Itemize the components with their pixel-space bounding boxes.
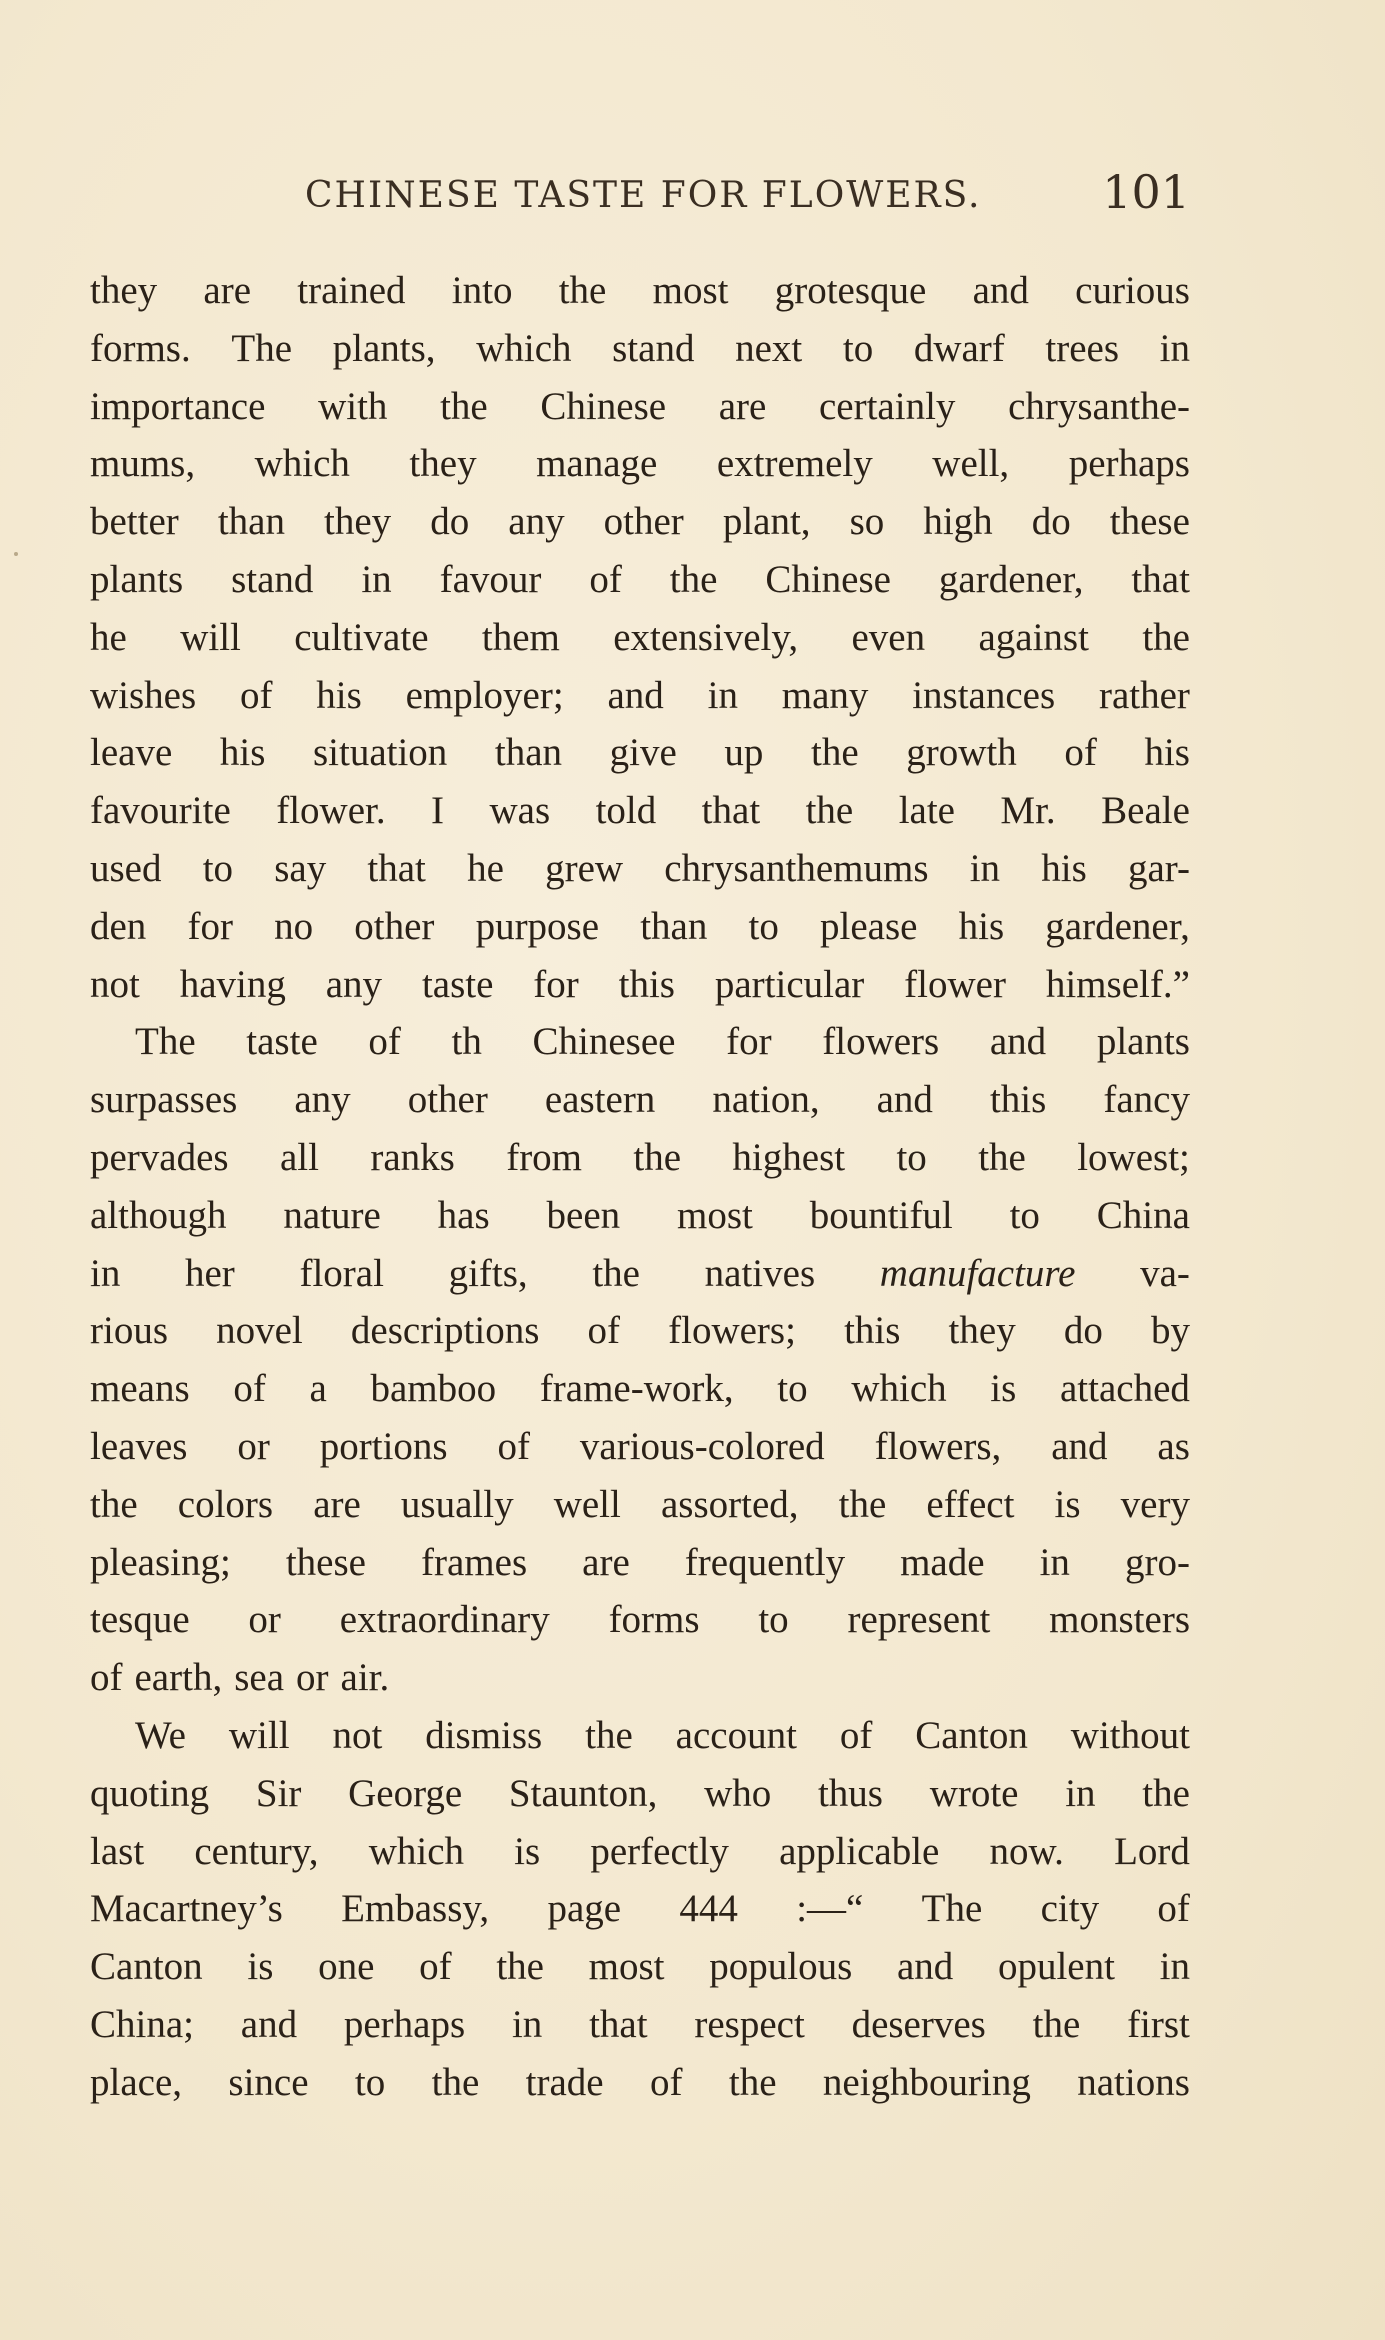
text-line: The taste of th Chinesee for flowers and plants bbox=[135, 1020, 1190, 1064]
text-line: den for no other purpose than to please his gardener, bbox=[90, 904, 1190, 948]
text-line: used to say that he grew chrysanthemums in his gar- bbox=[90, 846, 1190, 890]
text-line: better than they do any other plant, so high do these bbox=[90, 500, 1190, 544]
text-line: place, since to the trade of the neighbouring nations bbox=[90, 2060, 1190, 2104]
text-line: pervades all ranks from the highest to the lowest; bbox=[90, 1135, 1190, 1179]
text-line: not having any taste for this particular flower himself.” bbox=[90, 962, 1190, 1006]
body-text bbox=[90, 262, 1190, 2112]
text-line: of earth, sea or air. bbox=[90, 1656, 390, 1700]
text-line: rious novel descriptions of flowers; this they do by bbox=[90, 1309, 1190, 1353]
text-line: leaves or portions of various-colored flowers, and as bbox=[90, 1424, 1190, 1468]
text-line: Canton is one of the most populous and opulent in bbox=[90, 1945, 1190, 1989]
text-line: plants stand in favour of the Chinese gardener, that bbox=[90, 557, 1190, 601]
text-line: means of a bamboo frame-work, to which is attached bbox=[90, 1367, 1190, 1411]
text-line: forms. The plants, which stand next to dwarf trees in bbox=[90, 326, 1190, 370]
paper-speck bbox=[14, 552, 18, 556]
text-line: leave his situation than give up the growth of his bbox=[90, 731, 1190, 775]
text-line: pleasing; these frames are frequently made in gro- bbox=[90, 1540, 1190, 1584]
text-line: quoting Sir George Staunton, who thus wrote in the bbox=[90, 1771, 1190, 1815]
text-line: importance with the Chinese are certainly chrysanthe- bbox=[90, 384, 1190, 428]
page-number: 101 bbox=[1102, 165, 1190, 219]
text-line: in her floral gifts, the natives manufacture va- bbox=[90, 1251, 1190, 1295]
text-line: We will not dismiss the account of Canton without bbox=[135, 1713, 1190, 1757]
text-line: the colors are usually well assorted, the effect is very bbox=[90, 1482, 1190, 1526]
text-line: last century, which is perfectly applicable now. Lord bbox=[90, 1829, 1190, 1873]
running-title: CHINESE TASTE FOR FLOWERS. bbox=[305, 175, 982, 216]
text-line: favourite flower. I was told that the late Mr. Beale bbox=[90, 789, 1190, 833]
text-line: he will cultivate them extensively, even against the bbox=[90, 615, 1190, 659]
text-line: wishes of his employer; and in many instances rather bbox=[90, 673, 1190, 717]
text-line: tesque or extraordinary forms to represent monsters bbox=[90, 1598, 1190, 1642]
text-line: mums, which they manage extremely well, perhaps bbox=[90, 442, 1190, 486]
text-line: although nature has been most bountiful to China bbox=[90, 1193, 1190, 1237]
text-line: they are trained into the most grotesque and curious bbox=[90, 269, 1190, 312]
text-line: Macartney’s Embassy, page 444 :—“ The city of bbox=[90, 1887, 1190, 1931]
text-line: surpasses any other eastern nation, and this fancy bbox=[90, 1078, 1190, 1122]
text-line: China; and perhaps in that respect deserves the first bbox=[90, 2002, 1190, 2046]
page-header bbox=[90, 165, 1190, 225]
